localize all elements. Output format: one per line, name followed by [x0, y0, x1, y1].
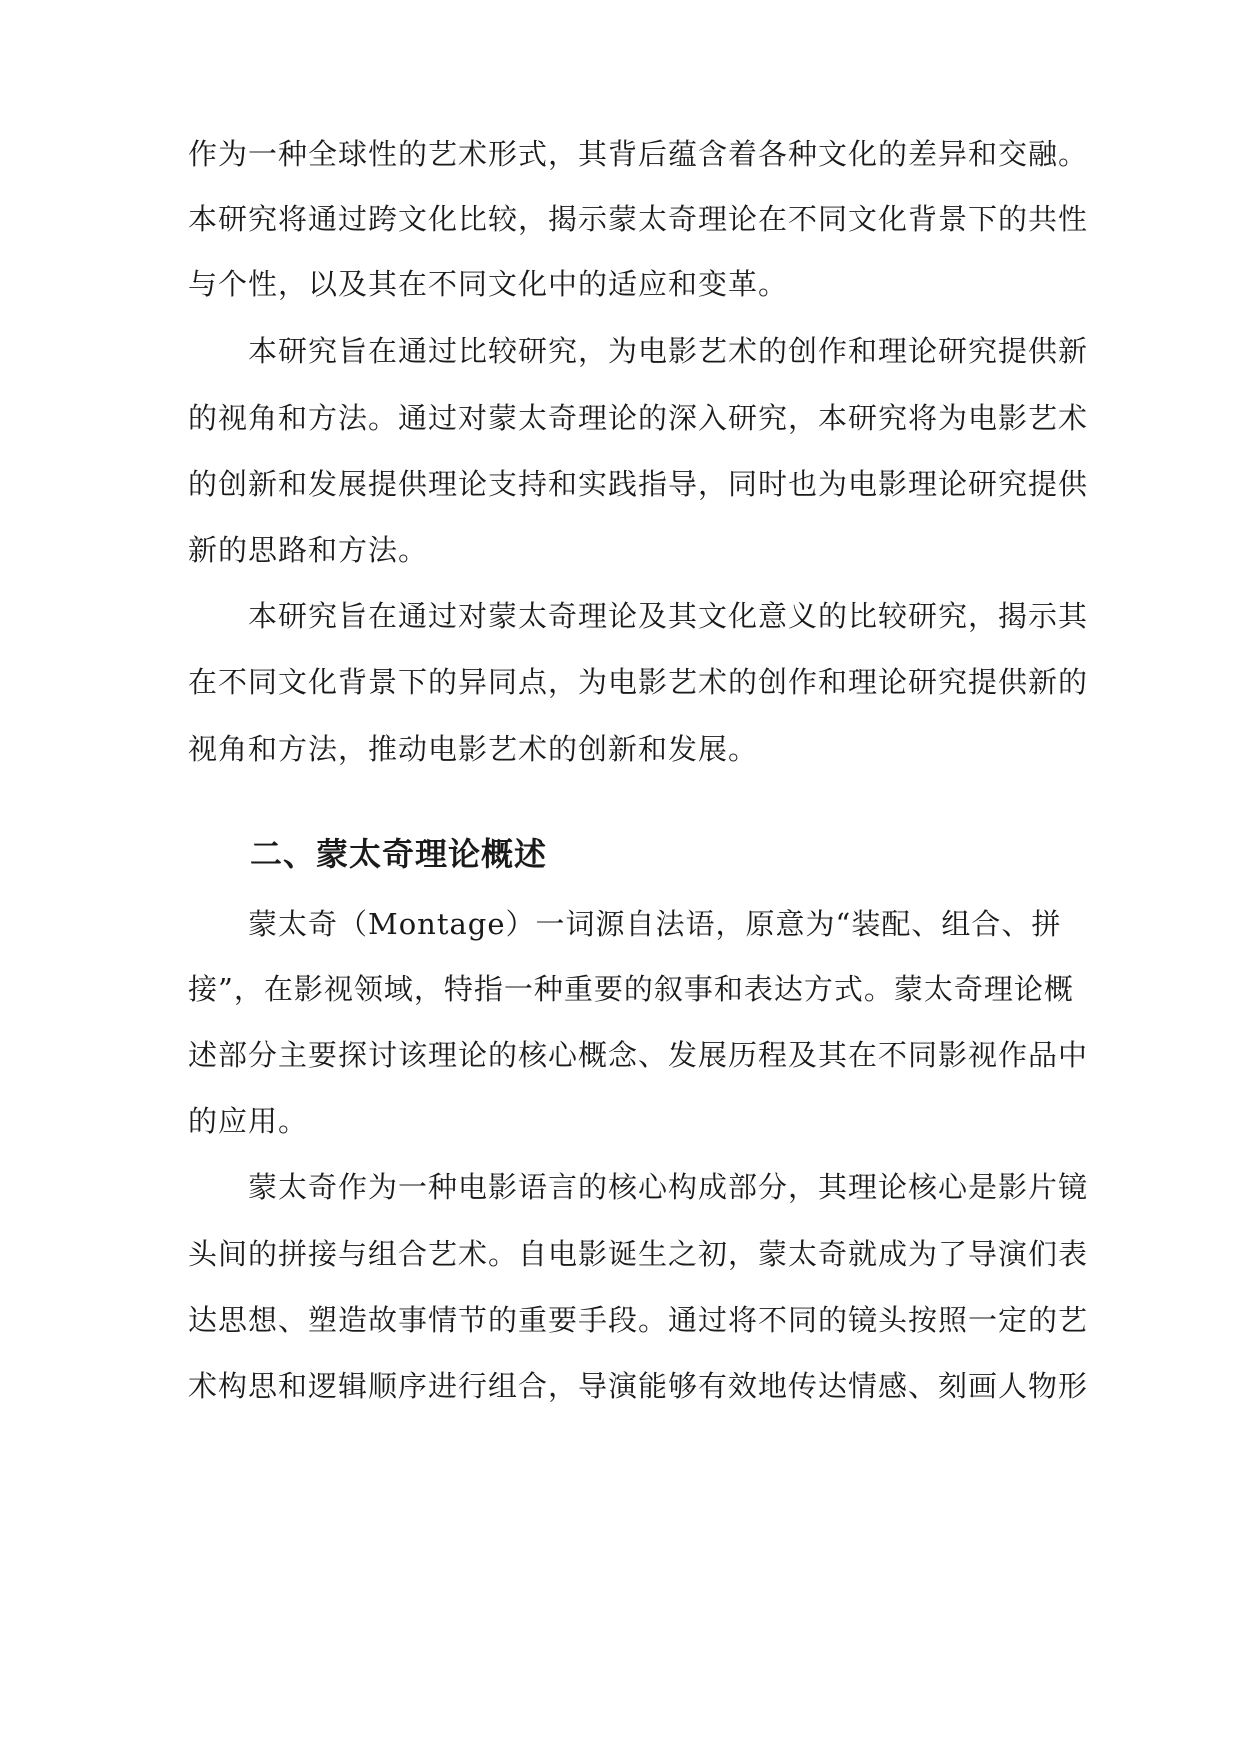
- paragraph-line: 视角和方法，推动电影艺术的创新和发展。: [188, 732, 759, 766]
- paragraph-line: 本研究旨在通过比较研究，为电影艺术的创作和理论研究提供新: [248, 334, 1089, 368]
- paragraph-line: 达思想、塑造故事情节的重要手段。通过将不同的镜头按照一定的艺: [188, 1303, 1089, 1337]
- paragraph-line: 的应用。: [188, 1104, 309, 1138]
- paragraph-line: 本研究将通过跨文化比较，揭示蒙太奇理论在不同文化背景下的共性: [188, 202, 1089, 236]
- paragraph-line: 接”，在影视领域，特指一种重要的叙事和表达方式。蒙太奇理论概: [188, 972, 1074, 1006]
- paragraph-line: 新的思路和方法。: [188, 533, 429, 567]
- paragraph-line: 蒙太奇作为一种电影语言的核心构成部分，其理论核心是影片镜: [248, 1170, 1089, 1204]
- section-heading: 二、蒙太奇理论概述: [250, 835, 548, 873]
- paragraph-line: 的创新和发展提供理论支持和实践指导，同时也为电影理论研究提供: [188, 467, 1089, 501]
- paragraph-line: 头间的拼接与组合艺术。自电影诞生之初，蒙太奇就成为了导演们表: [188, 1237, 1089, 1271]
- paragraph-line: 术构思和逻辑顺序进行组合，导演能够有效地传达情感、刻画人物形: [188, 1369, 1089, 1403]
- paragraph-line: 在不同文化背景下的异同点，为电影艺术的创作和理论研究提供新的: [188, 665, 1089, 699]
- paragraph-line: 作为一种全球性的艺术形式，其背后蕴含着各种文化的差异和交融。: [188, 137, 1089, 171]
- paragraph-line: 蒙太奇（Montage）一词源自法语，原意为“装配、组合、拼: [248, 907, 1062, 941]
- paragraph-line: 述部分主要探讨该理论的核心概念、发展历程及其在不同影视作品中: [188, 1038, 1089, 1072]
- paragraph-line: 本研究旨在通过对蒙太奇理论及其文化意义的比较研究，揭示其: [248, 599, 1089, 633]
- paragraph-line: 的视角和方法。通过对蒙太奇理论的深入研究，本研究将为电影艺术: [188, 401, 1089, 435]
- paragraph-line: 与个性，以及其在不同文化中的适应和变革。: [188, 267, 789, 301]
